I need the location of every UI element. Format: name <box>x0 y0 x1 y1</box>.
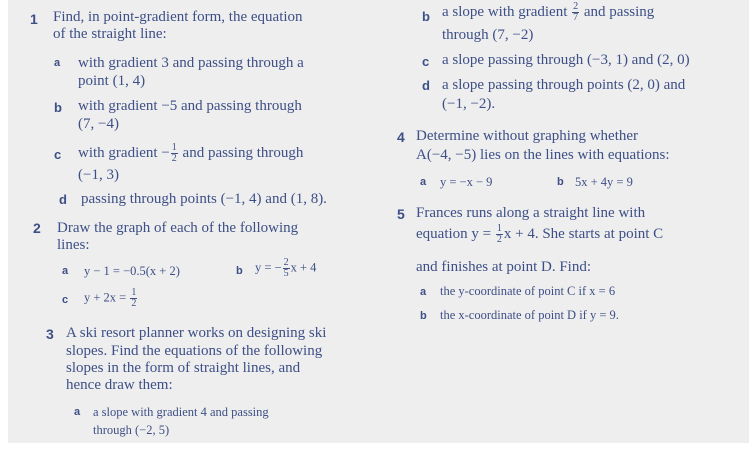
q4a-text: y = −x − 9 <box>440 175 493 189</box>
q4-number: 4 <box>397 129 405 145</box>
q2b-fraction: $\frac{2}{5}$ <box>283 257 289 279</box>
q4-line1: Determine without graphing whether <box>416 128 639 144</box>
q1-number: 1 <box>30 11 38 27</box>
q1-right-d-line1: a slope passing through points (2, 0) and <box>442 77 686 93</box>
q2-number: 2 <box>33 220 41 236</box>
q1-right-b-line2: through (7, −2) <box>442 27 534 43</box>
q1b-line2: (7, −4) <box>78 116 119 132</box>
q1a-line2: point (1, 4) <box>78 73 146 89</box>
q1-right-c-letter: c <box>422 54 430 69</box>
q5a-text: the y-coordinate of point C if x = 6 <box>440 284 616 298</box>
q1c-pre: with gradient − <box>78 144 170 161</box>
q4-line2: A(−4, −5) lies on the lines with equations: <box>416 147 670 163</box>
q3a-line1: a slope with gradient 4 and passing <box>93 405 269 419</box>
page-bottom-margin <box>0 443 749 449</box>
q1-right-b-letter: b <box>422 9 430 24</box>
q2c-letter: c <box>62 294 69 306</box>
q3-number: 3 <box>46 326 54 342</box>
q1c-line1 <box>78 143 303 164</box>
q5a-letter: a <box>420 286 427 298</box>
q1a-letter: a <box>54 57 61 69</box>
q4b-text: 5x + 4y = 9 <box>575 175 633 189</box>
q2a-text: y − 1 = −0.5(x + 2) <box>84 264 180 278</box>
q1a-line1: with gradient 3 and passing through a <box>78 55 304 71</box>
q1-right-c-text: a slope passing through (−3, 1) and (2, 0) <box>442 52 690 68</box>
q2a-letter: a <box>62 265 69 277</box>
q2c-fraction: $\frac{1}{2}$ <box>131 287 137 309</box>
q1b-letter: b <box>54 100 62 115</box>
q1d-letter: d <box>59 192 67 207</box>
q5-line2: equation y = $\frac{1}{2}$ x + 4. She starts at point C <box>416 223 664 245</box>
q3-line2: slopes. Find the equations of the following <box>66 343 323 359</box>
q2c-expr: y + 2x = $\frac{1}{2}$ <box>84 287 137 309</box>
q5-line3: and finishes at point D. Find: <box>416 259 591 275</box>
q1b-line1: with gradient −5 and passing through <box>78 98 302 114</box>
q4b-letter: b <box>557 176 564 188</box>
q1c-fraction: $\frac{1}{2}$ <box>171 142 177 164</box>
q5-number: 5 <box>397 206 405 222</box>
q2-stem-line1: Draw the graph of each of the following <box>57 220 299 236</box>
q1-right-d-letter: d <box>422 78 430 93</box>
q3a-letter: a <box>74 406 81 418</box>
q5-fraction: $\frac{1}{2}$ <box>496 223 502 245</box>
q5-line1: Frances runs along a straight line with <box>416 205 646 221</box>
q2b-letter: b <box>236 265 243 277</box>
q1-right-d-line2: (−1, −2). <box>442 96 496 112</box>
q1-right-b-fraction: $\frac{2}{7}$ <box>573 1 579 23</box>
q3a-line2: through (−2, 5) <box>93 423 170 437</box>
q5b-letter: b <box>420 310 427 322</box>
q2-stem-line2: lines: <box>57 237 90 253</box>
q1-right-b-line1: a slope with gradient $\frac{2}{7}$ and passing <box>442 1 655 23</box>
q3-line3: slopes in the form of straight lines, and <box>66 360 301 376</box>
q1c-post: and passing through <box>178 144 304 161</box>
q1-stem-line1: Find, in point-gradient form, the equation <box>53 9 303 25</box>
q2b-expr: y = − $\frac{2}{5}$ x + 4 <box>255 257 317 279</box>
q5b-text: the x-coordinate of point D if y = 9. <box>440 308 619 322</box>
q4a-letter: a <box>420 176 427 188</box>
q1d-text: passing through points (−1, 4) and (1, 8). <box>81 191 327 207</box>
q1-stem-line2: of the straight line: <box>53 26 167 42</box>
q3-line4: hence draw them: <box>66 377 173 393</box>
q1c-line2: (−1, 3) <box>78 167 119 183</box>
q1c-letter: c <box>54 147 62 162</box>
q3-line1: A ski resort planner works on designing ski <box>66 325 327 341</box>
